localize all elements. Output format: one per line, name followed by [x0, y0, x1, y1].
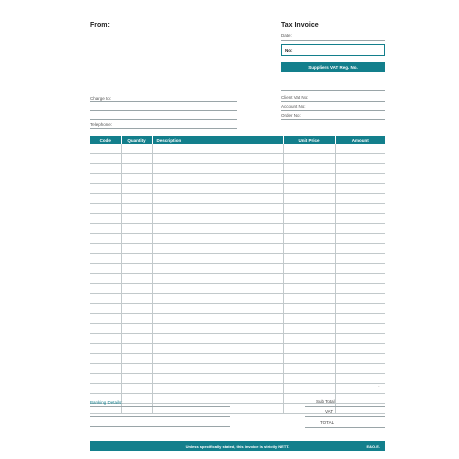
table-cell[interactable] — [121, 244, 152, 254]
table-cell[interactable] — [121, 324, 152, 334]
table-cell[interactable] — [335, 294, 385, 304]
table-cell[interactable] — [90, 244, 121, 254]
table-row — [90, 294, 385, 304]
table-cell[interactable] — [152, 174, 283, 184]
table-cell[interactable] — [335, 334, 385, 344]
table-row — [90, 254, 385, 264]
table-cell[interactable] — [335, 244, 385, 254]
column-header-quantity: Quantity — [121, 136, 152, 144]
table-cell[interactable] — [335, 174, 385, 184]
table-cell[interactable] — [90, 294, 121, 304]
items-table — [90, 136, 385, 414]
table-cell[interactable] — [90, 254, 121, 264]
table-cell[interactable] — [90, 194, 121, 204]
table-cell[interactable] — [121, 334, 152, 344]
table-row — [90, 174, 385, 184]
table-row — [90, 404, 385, 414]
table-row — [90, 324, 385, 334]
total-line[interactable] — [305, 427, 385, 428]
column-header-unit-price: Unit Price — [283, 136, 335, 144]
table-cell[interactable] — [152, 214, 283, 224]
table-cell[interactable] — [152, 144, 283, 154]
table-cell[interactable] — [121, 384, 152, 394]
table-cell[interactable] — [335, 194, 385, 204]
table-cell[interactable] — [152, 184, 283, 194]
table-cell[interactable] — [90, 344, 121, 354]
table-cell[interactable] — [335, 204, 385, 214]
table-row — [90, 304, 385, 314]
table-cell[interactable] — [90, 184, 121, 194]
charge-to-label: Charge to: — [90, 96, 112, 101]
table-cell[interactable] — [283, 364, 335, 374]
table-cell[interactable] — [121, 404, 152, 414]
table-cell[interactable] — [283, 264, 335, 274]
table-cell[interactable] — [152, 364, 283, 374]
client-vat-line[interactable] — [281, 101, 385, 102]
table-cell[interactable] — [335, 324, 385, 334]
table-cell[interactable] — [121, 374, 152, 384]
table-cell[interactable] — [335, 224, 385, 234]
table-cell[interactable] — [152, 244, 283, 254]
table-row — [90, 394, 385, 404]
table-cell[interactable] — [152, 354, 283, 364]
table-cell[interactable] — [152, 374, 283, 384]
table-cell[interactable] — [283, 354, 335, 364]
table-cell[interactable] — [283, 244, 335, 254]
table-cell[interactable] — [152, 284, 283, 294]
footer-bar — [90, 441, 385, 451]
table-row — [90, 144, 385, 154]
account-no-label: Account No: — [281, 104, 306, 109]
table-cell[interactable] — [121, 204, 152, 214]
table-cell[interactable] — [90, 384, 121, 394]
table-cell[interactable] — [121, 214, 152, 224]
sub-total-label: Sub Total — [316, 399, 335, 404]
account-no-line[interactable] — [281, 110, 385, 111]
table-cell[interactable] — [152, 294, 283, 304]
table-cell[interactable] — [283, 234, 335, 244]
table-cell[interactable] — [90, 354, 121, 364]
table-cell[interactable] — [90, 324, 121, 334]
client-vat-label: Client Vat No: — [281, 95, 309, 100]
sub-total-line[interactable] — [305, 406, 385, 407]
charge-to-line-2[interactable] — [90, 110, 237, 111]
table-cell[interactable] — [90, 404, 121, 414]
table-cell[interactable] — [121, 274, 152, 284]
table-row — [90, 164, 385, 174]
table-cell[interactable] — [335, 284, 385, 294]
table-cell[interactable] — [90, 264, 121, 274]
table-cell[interactable] — [152, 404, 283, 414]
invoice-number-box[interactable] — [281, 44, 385, 56]
table-cell[interactable] — [335, 264, 385, 274]
table-cell[interactable] — [152, 394, 283, 404]
table-cell[interactable] — [335, 304, 385, 314]
table-cell[interactable] — [90, 364, 121, 374]
date-line[interactable] — [281, 40, 385, 41]
table-cell[interactable] — [283, 374, 335, 384]
table-cell[interactable] — [121, 234, 152, 244]
table-cell[interactable] — [121, 184, 152, 194]
table-cell[interactable] — [90, 314, 121, 324]
table-cell[interactable] — [121, 254, 152, 264]
table-cell[interactable] — [335, 184, 385, 194]
table-row — [90, 234, 385, 244]
table-row — [90, 204, 385, 214]
table-cell[interactable] — [283, 324, 335, 334]
table-row — [90, 284, 385, 294]
table-cell[interactable] — [283, 184, 335, 194]
table-cell[interactable] — [90, 334, 121, 344]
charge-to-line-1[interactable] — [90, 101, 237, 102]
table-cell[interactable] — [90, 214, 121, 224]
eoe-text: E&O.E. — [366, 444, 380, 449]
table-cell[interactable] — [335, 314, 385, 324]
table-cell[interactable] — [121, 224, 152, 234]
banking-line-2[interactable] — [90, 416, 230, 417]
table-cell[interactable] — [283, 314, 335, 324]
table-cell[interactable] — [90, 154, 121, 164]
order-no-label: Order No: — [281, 113, 301, 118]
table-cell[interactable] — [283, 224, 335, 234]
table-cell[interactable] — [283, 384, 335, 394]
table-cell[interactable] — [121, 284, 152, 294]
table-cell[interactable] — [335, 274, 385, 284]
banking-line-1[interactable] — [90, 406, 230, 407]
table-cell[interactable] — [152, 304, 283, 314]
terms-text: Unless specifically stated, this invoice is strictly NETT. — [185, 443, 290, 449]
table-cell[interactable] — [121, 344, 152, 354]
table-cell[interactable] — [283, 284, 335, 294]
table-row — [90, 184, 385, 194]
table-cell[interactable] — [335, 234, 385, 244]
table-cell[interactable] — [121, 304, 152, 314]
table-cell[interactable] — [152, 334, 283, 344]
table-cell[interactable] — [283, 204, 335, 214]
table-cell[interactable] — [152, 194, 283, 204]
table-cell[interactable] — [283, 154, 335, 164]
table-cell[interactable] — [152, 324, 283, 334]
supplier-vat-bar — [281, 62, 385, 72]
table-cell[interactable] — [152, 204, 283, 214]
invoice-title: Tax Invoice — [281, 22, 319, 29]
table-cell[interactable] — [121, 294, 152, 304]
table-cell[interactable] — [152, 314, 283, 324]
table-cell[interactable] — [90, 234, 121, 244]
table-cell[interactable] — [152, 384, 283, 394]
table-cell[interactable] — [152, 254, 283, 264]
table-cell[interactable] — [152, 274, 283, 284]
table-cell[interactable] — [121, 144, 152, 154]
table-cell[interactable] — [283, 304, 335, 314]
table-row — [90, 384, 385, 394]
table-cell[interactable] — [283, 274, 335, 284]
table-cell[interactable] — [335, 374, 385, 384]
table-cell[interactable] — [335, 364, 385, 374]
number-label: No: — [285, 48, 293, 53]
table-cell[interactable] — [335, 344, 385, 354]
table-cell[interactable] — [90, 304, 121, 314]
table-row — [90, 194, 385, 204]
table-cell[interactable] — [90, 164, 121, 174]
table-cell[interactable] — [335, 394, 385, 404]
table-row — [90, 154, 385, 164]
table-cell[interactable] — [121, 154, 152, 164]
banking-details-label: Banking Details: — [90, 400, 123, 405]
table-cell[interactable] — [335, 144, 385, 154]
table-cell[interactable] — [90, 144, 121, 154]
table-cell[interactable] — [283, 294, 335, 304]
table-cell[interactable] — [283, 214, 335, 224]
table-cell[interactable] — [90, 174, 121, 184]
table-cell[interactable] — [152, 264, 283, 274]
table-cell[interactable] — [121, 194, 152, 204]
table-cell[interactable] — [335, 214, 385, 224]
table-cell[interactable] — [283, 174, 335, 184]
table-row — [90, 344, 385, 354]
date-label: Date: — [281, 33, 292, 38]
table-cell[interactable] — [121, 394, 152, 404]
table-cell[interactable] — [335, 164, 385, 174]
table-row — [90, 274, 385, 284]
table-cell[interactable] — [335, 404, 385, 414]
table-cell[interactable] — [152, 344, 283, 354]
separator-line — [281, 90, 385, 91]
table-cell[interactable] — [90, 374, 121, 384]
table-cell[interactable] — [121, 264, 152, 274]
table-cell[interactable] — [152, 234, 283, 244]
table-cell[interactable] — [335, 354, 385, 364]
table-cell[interactable] — [152, 164, 283, 174]
table-cell[interactable] — [152, 154, 283, 164]
banking-line-3[interactable] — [90, 426, 230, 427]
column-header-description: Description — [152, 136, 283, 144]
table-cell[interactable] — [121, 164, 152, 174]
table-cell[interactable] — [90, 274, 121, 284]
column-header-amount: Amount — [335, 136, 385, 144]
table-row — [90, 314, 385, 324]
charge-to-line-3[interactable] — [90, 119, 237, 120]
table-row — [90, 364, 385, 374]
table-row — [90, 264, 385, 274]
table-row — [90, 334, 385, 344]
telephone-line[interactable] — [90, 128, 237, 129]
table-cell[interactable] — [121, 174, 152, 184]
vat-label: VAT — [325, 409, 334, 414]
from-label: From: — [90, 22, 110, 29]
form-code: ~ — [378, 385, 380, 388]
table-cell[interactable] — [90, 204, 121, 214]
telephone-label: Telephone: — [90, 122, 113, 127]
column-header-code: Code — [90, 136, 121, 144]
table-row — [90, 354, 385, 364]
table-row — [90, 214, 385, 224]
table-cell[interactable] — [90, 284, 121, 294]
table-row — [90, 224, 385, 234]
table-cell[interactable] — [90, 224, 121, 234]
total-label: TOTAL — [320, 420, 335, 425]
table-cell[interactable] — [283, 344, 335, 354]
table-cell[interactable] — [121, 354, 152, 364]
table-cell[interactable] — [152, 224, 283, 234]
table-cell[interactable] — [283, 254, 335, 264]
table-cell[interactable] — [121, 364, 152, 374]
table-row — [90, 374, 385, 384]
table-cell[interactable] — [283, 144, 335, 154]
table-row — [90, 244, 385, 254]
table-cell[interactable] — [335, 154, 385, 164]
supplier-vat-label: Suppliers VAT Reg. No. — [308, 64, 358, 70]
table-cell[interactable] — [283, 164, 335, 174]
table-cell[interactable] — [121, 314, 152, 324]
order-no-line[interactable] — [281, 119, 385, 120]
table-cell[interactable] — [283, 194, 335, 204]
table-header-row — [90, 136, 385, 144]
table-cell[interactable] — [335, 254, 385, 264]
vat-line[interactable] — [305, 416, 385, 417]
table-cell[interactable] — [283, 334, 335, 344]
